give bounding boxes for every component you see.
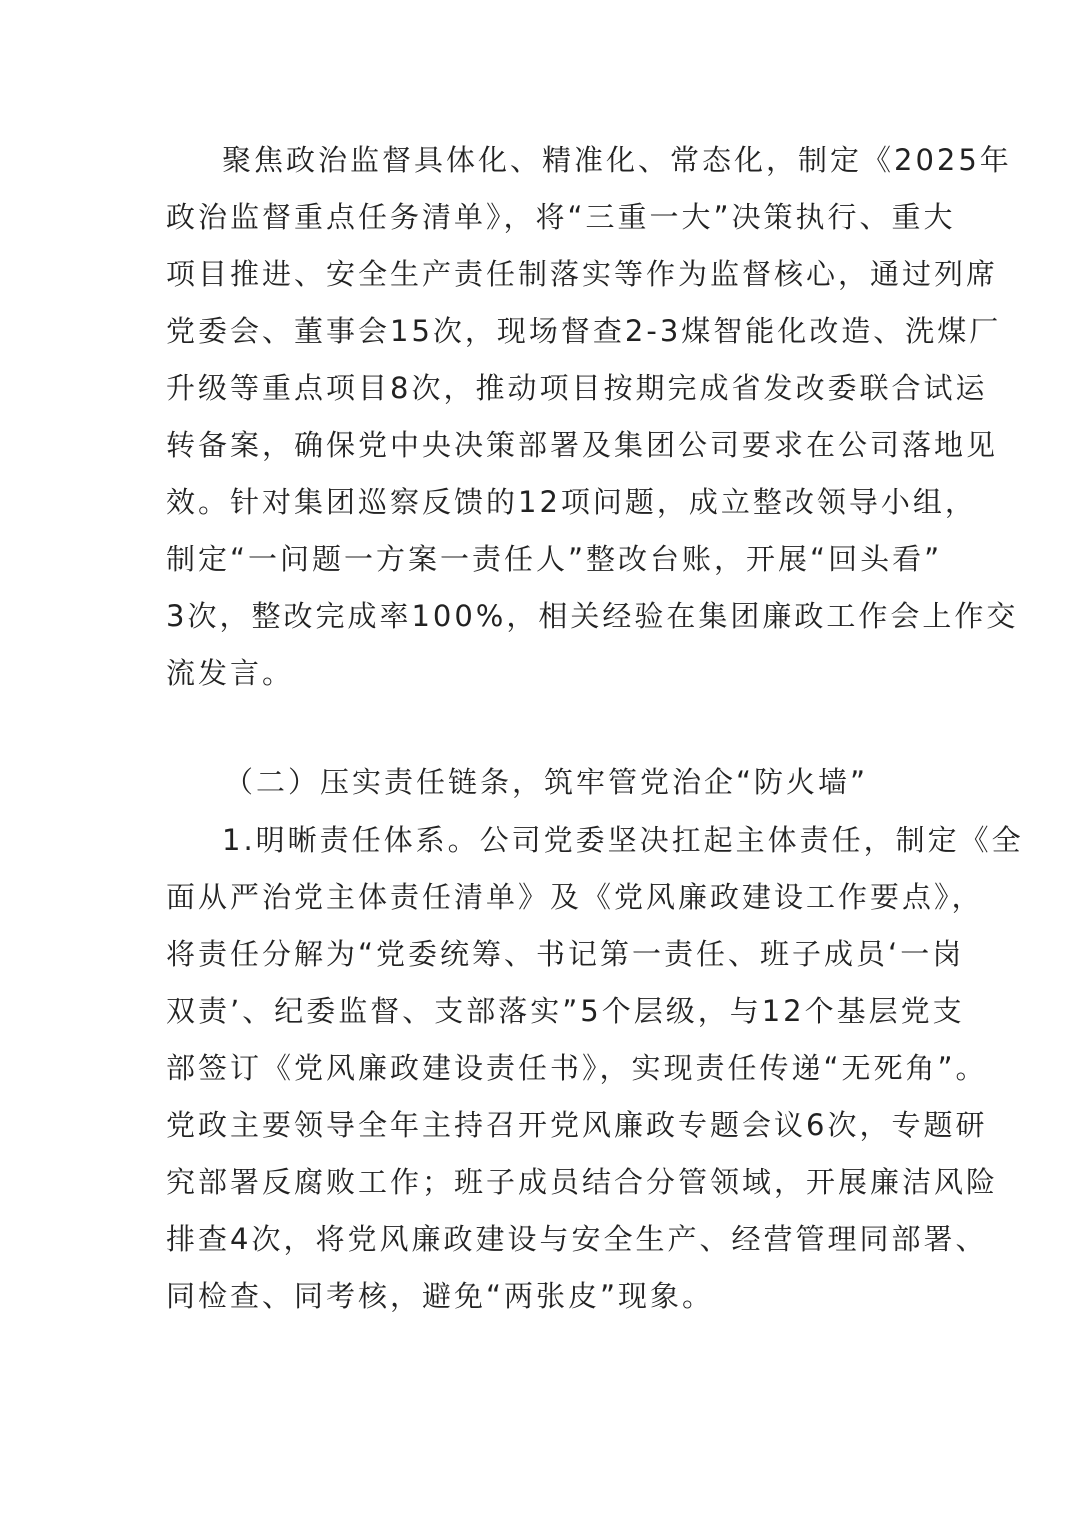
paragraph1-line-3: 项目推进、安全生产责任制落实等作为监督核心，通过列席 <box>166 257 999 291</box>
paragraph1-line-4: 党委会、董事会15次，现场督查2-3煤智能化改造、洗煤厂 <box>166 314 1002 348</box>
paragraph2-line-3: 将责任分解为“党委统筹、书记第一责任、班子成员‘一岗 <box>166 937 965 971</box>
paragraph2-line-2: 面从严治党主体责任清单》及《党风廉政建设工作要点》， <box>166 880 984 914</box>
paragraph1-line-7: 效。针对集团巡察反馈的12项问题，成立整改领导小组， <box>166 485 977 519</box>
paragraph2-line-7: 究部署反腐败工作；班子成员结合分管领域，开展廉洁风险 <box>166 1165 999 1199</box>
paragraph2-line-4: 双责’、纪委监督、支部落实”5个层级，与12个基层党支 <box>166 994 965 1028</box>
paragraph2-line-8: 排查4次，将党风廉政建设与安全生产、经营管理同部署、 <box>166 1222 988 1256</box>
paragraph2-line-5: 部签订《党风廉政建设责任书》，实现责任传递“无死角”。 <box>166 1051 988 1085</box>
paragraph2-line-6: 党政主要领导全年主持召开党风廉政专题会议6次，专题研 <box>166 1108 988 1142</box>
paragraph1-line-8: 制定“一问题一方案一责任人”整改台账，开展“回头看” <box>166 542 943 576</box>
paragraph1-line-10: 流发言。 <box>166 656 295 690</box>
paragraph1-line-2: 政治监督重点任务清单》，将“三重一大”决策执行、重大 <box>166 200 956 234</box>
paragraph1-line-6: 转备案，确保党中央决策部署及集团公司要求在公司落地见 <box>166 428 999 462</box>
section-heading: （二）压实责任链条，筑牢管党治企“防火墙” <box>224 765 869 799</box>
paragraph2-line-9: 同检查、同考核，避免“两张皮”现象。 <box>166 1279 715 1313</box>
paragraph2-line-1: 1.明晰责任体系。公司党委坚决扛起主体责任，制定《全 <box>222 823 1024 857</box>
paragraph1-line-5: 升级等重点项目8次，推动项目按期完成省发改委联合试运 <box>166 371 988 405</box>
paragraph1-line-9: 3次，整改完成率100%，相关经验在集团廉政工作会上作交 <box>166 599 1019 633</box>
paragraph1-line-1: 聚焦政治监督具体化、精准化、常态化，制定《2025年 <box>222 143 1012 177</box>
